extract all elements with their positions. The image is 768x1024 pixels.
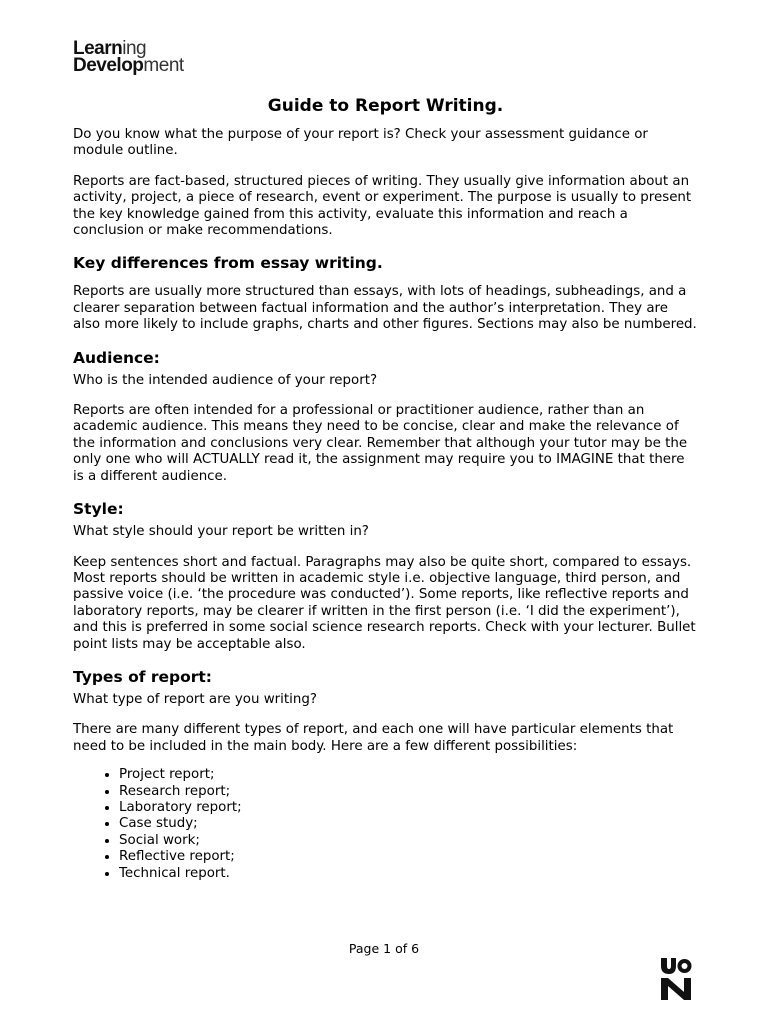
section-paragraph: Reports are often intended for a professional or practitioner audience, rather than an academic audience. This means they need to be concise, clear and make the relevance of the information and conclusions very clear. Remember that although your tutor may be the only one who will ACTUALLY read it, the assignment may require you to IMAGINE that there is a different audience. <box>73 403 688 484</box>
section-heading: Key differences from essay writing. <box>73 254 383 273</box>
list-item: • Technical report. <box>119 866 698 882</box>
list-item: • Social work; <box>119 833 698 849</box>
section-paragraph: There are many different types of report, and each one will have particular elements that need to be included in the main body. Here are a few different possibilities: <box>73 722 674 754</box>
section-paragraph: What style should your report be written in? <box>73 524 369 540</box>
logo-text: Learn <box>73 38 123 59</box>
list-item: • Laboratory report; <box>119 800 698 816</box>
list-item: • Project report; <box>119 767 698 783</box>
document-title: Guide to Report Writing. <box>267 96 504 116</box>
uon-logo-icon <box>659 956 693 1002</box>
section-paragraph: Who is the intended audience of your report? <box>73 372 378 388</box>
learning-development-logo <box>73 40 184 74</box>
section-heading: Style: <box>73 500 124 519</box>
section-paragraph: What type of report are you writing? <box>73 691 317 707</box>
list-item: • Case study; <box>119 816 698 832</box>
list-item: • Reflective report; <box>119 849 698 865</box>
list-item: • Research report; <box>119 784 698 800</box>
report-types-list <box>73 767 698 882</box>
logo-text: ment <box>143 55 184 76</box>
page-number: Page 1 of 6 <box>348 941 420 956</box>
section-heading: Audience: <box>73 348 160 367</box>
logo-text: Develop <box>73 55 144 76</box>
intro-paragraph: Reports are fact-based, structured pieces of writing. They usually give information about an activity, project, a piece of research, event or experiment. The purpose is usually to present the key knowledge gained from this activity, evaluate this information and reach a conclusion or make recommendations. <box>73 173 692 239</box>
document-body <box>73 95 698 882</box>
section-paragraph: Keep sentences short and factual. Paragraphs may also be quite short, compared to essays. Most reports should be written in academic style i.e. objective language, third person, and passive voice (i.e. ‘the procedure was conducted’). Some reports, like reflective reports and laboratory reports, may be clearer if written in the first person (i.e. ‘I did the experiment’), and this is preferred in some social science research reports. Check with your lecturer. Bullet point lists may be acceptable also. <box>73 554 696 652</box>
logo-text: ing <box>122 38 147 59</box>
intro-paragraph: Do you know what the purpose of your report is? Check your assessment guidance or module outline. <box>73 127 648 159</box>
section-heading: Types of report: <box>73 667 213 686</box>
section-paragraph: Reports are usually more structured than essays, with lots of headings, subheadings, and a clearer separation between factual information and the author’s interpretation. They are also more likely to include graphs, charts and other figures. Sections may also be numbered. <box>73 284 697 333</box>
